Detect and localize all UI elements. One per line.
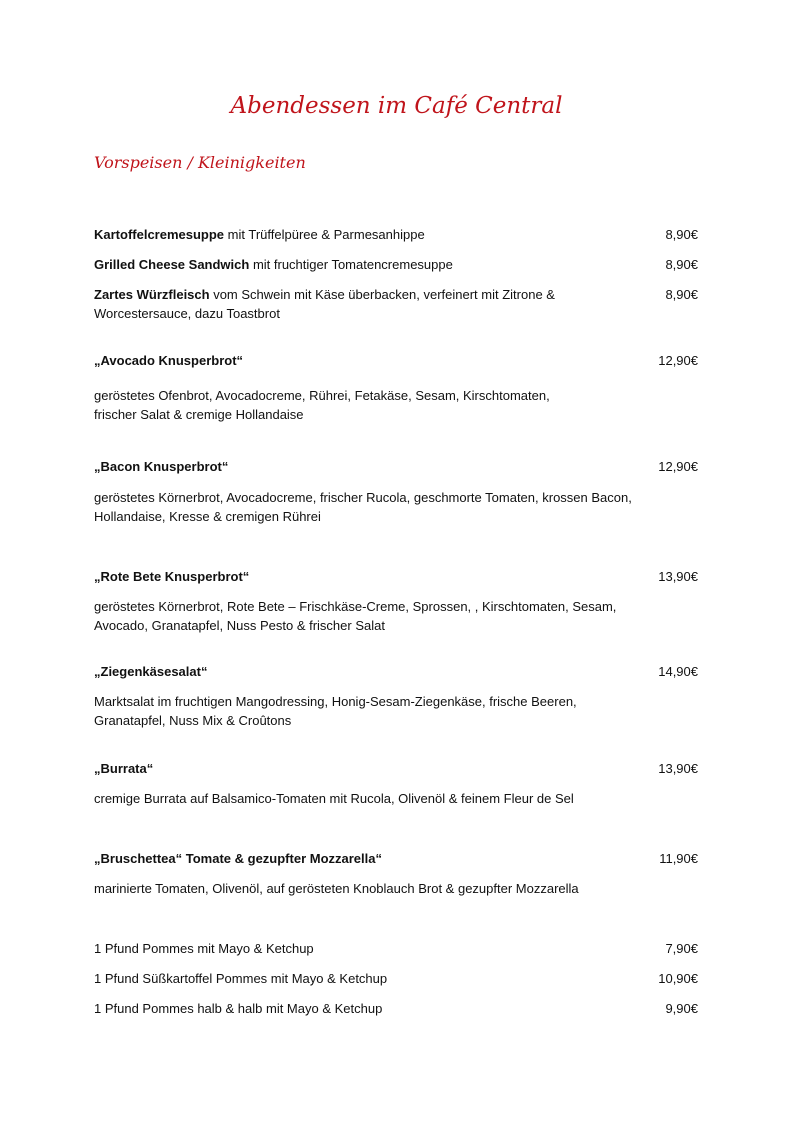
menu-item-heading — [94, 567, 698, 586]
menu-item-heading — [94, 457, 698, 476]
item-name: 1 Pfund Süßkartoffel Pommes mit Mayo & Ketchup — [94, 971, 388, 986]
item-name: „Ziegenkäsesalat“ — [94, 664, 208, 679]
item-name: Kartoffelcremesuppe — [94, 227, 225, 242]
item-price: 10,90€ — [658, 971, 698, 986]
item-price: 8,90€ — [665, 287, 698, 302]
menu-item — [94, 225, 698, 244]
item-name: „Bacon Knusperbrot“ — [94, 459, 229, 474]
menu-item — [94, 255, 698, 274]
menu-item — [94, 285, 698, 323]
item-price: 8,90€ — [665, 257, 698, 272]
item-description: marinierte Tomaten, Olivenöl, auf gerösteten Knoblauch Brot & gezupfter Mozzarella — [94, 881, 579, 896]
menu-title: Abendessen im Café Central — [230, 93, 563, 119]
item-name: „Burrata“ — [94, 761, 154, 776]
item-price: 13,90€ — [658, 761, 698, 776]
item-name: 1 Pfund Pommes halb & halb mit Mayo & Ketchup — [94, 1001, 383, 1016]
item-description: geröstetes Körnerbrot, Rote Bete – Frischkäse-Creme, Sprossen, , Kirschtomaten, Sesam, Avocado, Granatapfel, Nuss Pesto & frischer Salat — [94, 599, 617, 633]
menu-item-heading — [94, 759, 698, 778]
item-price: 11,90€ — [659, 851, 698, 866]
item-description: mit Trüffelpüree & Parmesanhippe — [224, 227, 425, 242]
menu-item-heading — [94, 849, 698, 868]
item-price: 13,90€ — [658, 569, 698, 584]
item-name: 1 Pfund Pommes mit Mayo & Ketchup — [94, 941, 314, 956]
menu-item — [94, 969, 698, 988]
item-description: geröstetes Körnerbrot, Avocadocreme, frischer Rucola, geschmorte Tomaten, krossen Bacon, Hollandaise, Kresse & cremigen Rührei — [94, 490, 632, 524]
menu-item — [94, 939, 698, 958]
item-price: 8,90€ — [665, 227, 698, 242]
item-name: „Rote Bete Knusperbrot“ — [94, 569, 250, 584]
item-price: 12,90€ — [658, 353, 698, 368]
item-price: 12,90€ — [658, 459, 698, 474]
item-description: Marktsalat im fruchtigen Mangodressing, Honig-Sesam-Ziegenkäse, frische Beeren, Granatapfel, Nuss Mix & Croûtons — [94, 694, 577, 728]
item-name: Grilled Cheese Sandwich — [94, 257, 250, 272]
item-price: 9,90€ — [665, 1001, 698, 1016]
item-description: mit fruchtiger Tomatencremesuppe — [249, 257, 453, 272]
item-description: vom Schwein mit Käse überbacken, verfeinert mit Zitrone & Worcestersauce, dazu Toastbrot — [94, 287, 555, 321]
item-description: geröstetes Ofenbrot, Avocadocreme, Rührei, Fetakäse, Sesam, Kirschtomaten, frischer Salat & cremige Hollandaise — [94, 388, 550, 422]
menu-item-heading — [94, 662, 698, 681]
item-price: 7,90€ — [665, 941, 698, 956]
item-name: „Avocado Knusperbrot“ — [94, 353, 244, 368]
item-description: cremige Burrata auf Balsamico-Tomaten mit Rucola, Olivenöl & feinem Fleur de Sel — [94, 791, 574, 806]
menu-item — [94, 999, 698, 1018]
item-price: 14,90€ — [658, 664, 698, 679]
item-name: Zartes Würzfleisch — [94, 287, 210, 302]
section-heading: Vorspeisen / Kleinigkeiten — [94, 153, 306, 172]
menu-item-heading — [94, 351, 698, 370]
item-name: „Bruschettea“ Tomate & gezupfter Mozzarella“ — [94, 851, 382, 866]
